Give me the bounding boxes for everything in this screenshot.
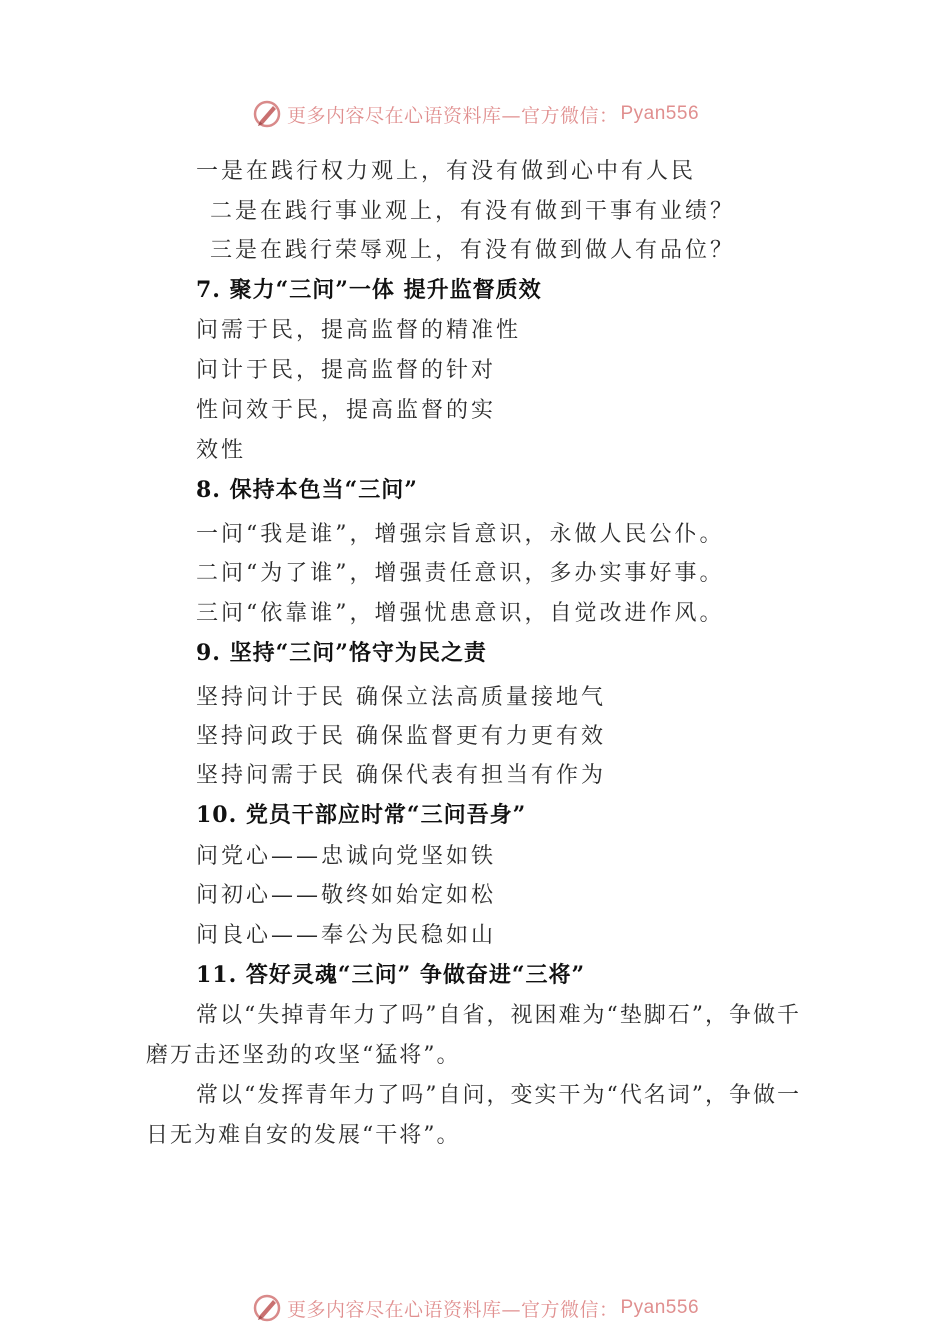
- text-line: 坚持问政于民 确保监督更有力更有效: [196, 724, 606, 749]
- text-line: 二问“为了谁”，增强责任意识，多办实事好事。: [196, 561, 725, 586]
- pen-logo-icon: [251, 1292, 283, 1324]
- watermark-text: 更多内容尽在心语资料库—官方微信：: [286, 104, 619, 127]
- text-line: 问良心——奉公为民稳如山: [196, 923, 497, 948]
- text-line: 问党心——忠诚向党坚如铁: [196, 844, 497, 869]
- text-line: 一是在践行权力观上，有没有做到心中有人民: [196, 159, 697, 184]
- text-line: 效性: [196, 438, 247, 463]
- section-heading-10: 10. 党员干部应时常“三问吾身”: [196, 802, 527, 828]
- section-heading-8: 8. 保持本色当“三问”: [196, 477, 418, 503]
- watermark-text: 更多内容尽在心语资料库—官方微信：: [286, 1298, 619, 1321]
- paragraph: 常以“发挥青年力了吗”自问，变实干为“代名词”，争做一日无为难自安的发展“干将”。: [146, 1083, 801, 1148]
- text-line: 坚持问需于民 确保代表有担当有作为: [196, 763, 606, 788]
- text-line: 性问效于民，提高监督的实: [196, 398, 497, 423]
- text-line: 问初心——敬终如始定如松: [196, 883, 497, 908]
- watermark-banner-bottom: [0, 1288, 950, 1328]
- pen-logo-icon: [251, 98, 283, 130]
- section-heading-11: 11. 答好灵魂“三问” 争做奋进“三将”: [196, 962, 586, 988]
- watermark-id: Pyan556: [620, 1297, 700, 1318]
- watermark-id: Pyan556: [620, 103, 700, 124]
- text-line: 三问“依靠谁”，增强忧患意识，自觉改进作风。: [196, 601, 725, 626]
- text-line: 问计于民，提高监督的针对: [196, 358, 497, 383]
- text-line: 三是在践行荣辱观上，有没有做到做人有品位？: [210, 238, 736, 263]
- text-line: 问需于民，提高监督的精准性: [196, 318, 522, 343]
- watermark-banner-top: [0, 94, 950, 134]
- section-heading-7: 7. 聚力“三问”一体 提升监督质效: [196, 277, 542, 303]
- text-line: 坚持问计于民 确保立法高质量接地气: [196, 685, 606, 710]
- text-line: 一问“我是谁”，增强宗旨意识，永做人民公仆。: [196, 522, 725, 547]
- text-line: 二是在践行事业观上，有没有做到干事有业绩？: [210, 199, 736, 224]
- paragraph: 常以“失掉青年力了吗”自省，视困难为“垫脚石”，争做千磨万击还坚劲的攻坚“猛将”。: [146, 1003, 801, 1068]
- section-heading-9: 9. 坚持“三问”恪守为民之责: [196, 640, 487, 666]
